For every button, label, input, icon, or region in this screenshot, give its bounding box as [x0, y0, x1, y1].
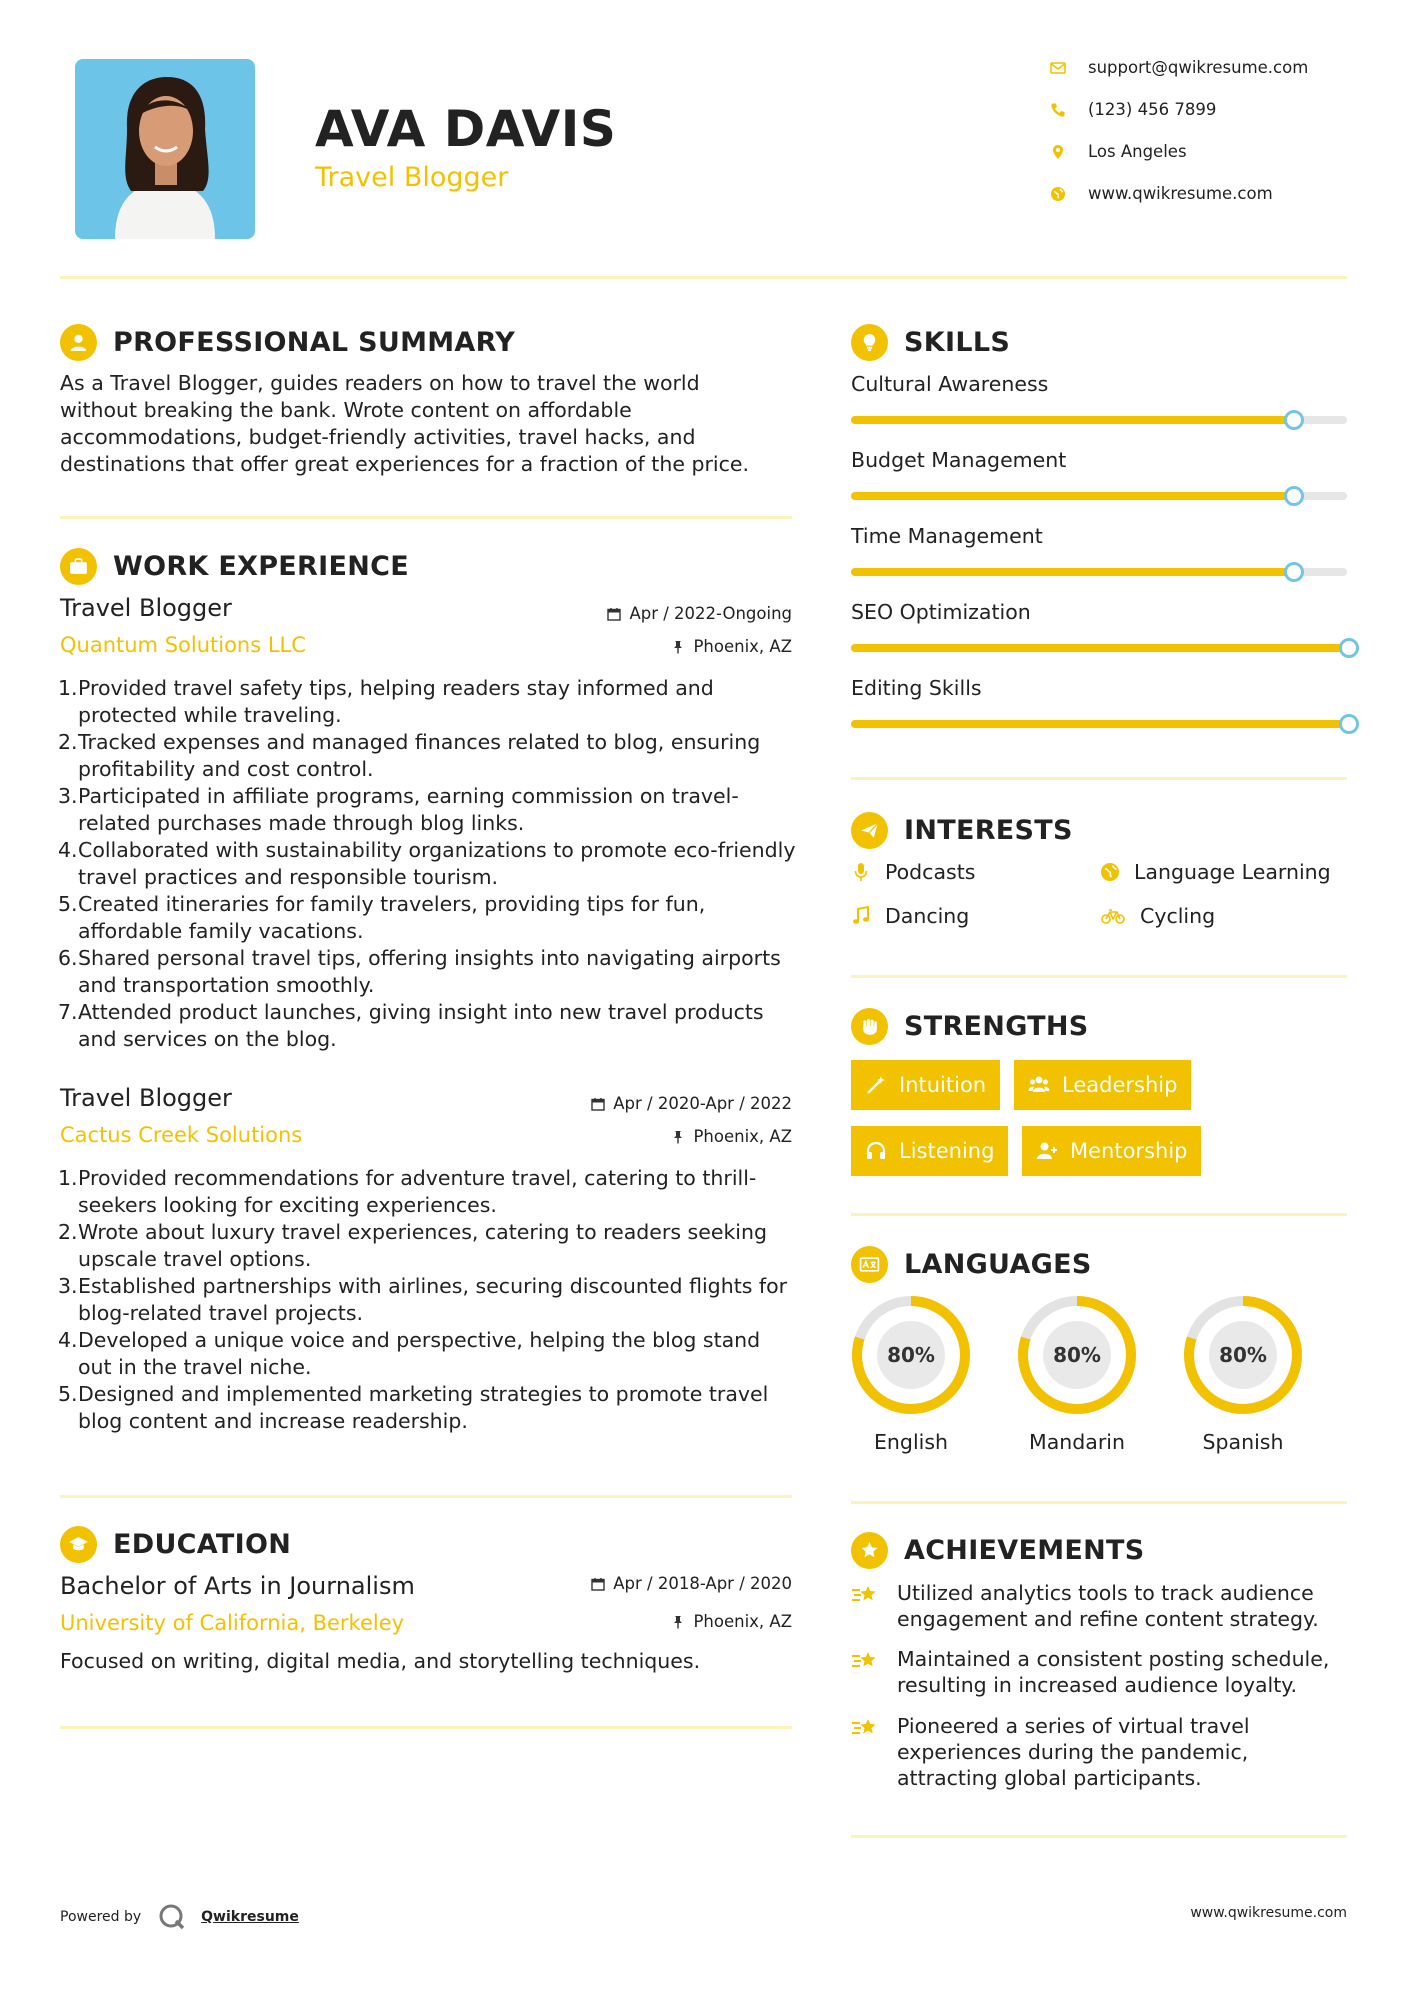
achievements-heading-text: ACHIEVEMENTS: [904, 1535, 1145, 1566]
interest-language-learning: [1100, 860, 1331, 884]
job-title: Travel Blogger: [60, 594, 232, 622]
strengths-divider: [851, 1213, 1347, 1216]
duty-item: 1. Provided recommendations for adventure travel, catering to thrill-seekers looking for exciting experiences.: [58, 1166, 757, 1217]
interest-label: Cycling: [1140, 904, 1216, 928]
skill-bar-fill: [851, 416, 1292, 424]
skill-name: Editing Skills: [851, 676, 982, 700]
pushpin-icon: [671, 1615, 685, 1629]
interest-dancing: [851, 904, 969, 928]
strength-label: Leadership: [1062, 1073, 1178, 1097]
experience-heading-text: WORK EXPERIENCE: [113, 551, 409, 582]
duty-item: 4. Developed a unique voice and perspective, helping the blog stand out in the travel niche.: [58, 1328, 761, 1379]
job-location: [400, 637, 792, 656]
skill-level-knob: [1284, 410, 1304, 430]
education-dates-text: Apr / 2018-Apr / 2020: [613, 1574, 792, 1593]
achievements-divider: [851, 1835, 1347, 1838]
achievement-item: [851, 1580, 1351, 1632]
graduation-cap-icon: [60, 1526, 97, 1563]
summary-divider: [60, 516, 792, 519]
education-description: Focused on writing, digital media, and storytelling techniques.: [60, 1649, 701, 1673]
skill-bar-fill: [851, 492, 1292, 500]
education-heading: [60, 1526, 291, 1563]
skills-heading-text: SKILLS: [904, 327, 1011, 358]
language-name: Mandarin: [1029, 1430, 1125, 1454]
music-note-icon: [851, 906, 871, 926]
skills-divider: [851, 777, 1347, 780]
summary-heading: [60, 324, 515, 361]
job-company: Cactus Creek Solutions: [60, 1123, 303, 1147]
calendar-icon: [591, 1097, 605, 1111]
education-heading-text: EDUCATION: [113, 1529, 292, 1560]
contact-website-text: www.qwikresume.com: [1088, 184, 1273, 203]
degree-title: Bachelor of Arts in Journalism: [60, 1572, 415, 1600]
footer-website[interactable]: www.qwikresume.com: [1190, 1905, 1347, 1921]
microphone-icon: [851, 862, 871, 882]
strength-chip-intuition: [851, 1060, 1000, 1110]
users-icon: [1028, 1074, 1050, 1096]
duty-item: 5. Designed and implemented marketing strategies to promote travel blog content and increase readership.: [58, 1382, 769, 1433]
strengths-heading: [851, 1008, 1089, 1045]
contact-phone-text: (123) 456 7899: [1088, 100, 1217, 119]
language-percent: 80%: [1219, 1343, 1267, 1367]
interest-label: Podcasts: [885, 860, 976, 884]
languages-heading-text: LANGUAGES: [904, 1249, 1092, 1280]
contact-email[interactable]: [1050, 58, 1308, 77]
summary-heading-text: PROFESSIONAL SUMMARY: [113, 327, 516, 358]
language-percent: 80%: [887, 1343, 935, 1367]
skill-bar-fill: [851, 720, 1347, 728]
interest-cycling: [1100, 904, 1215, 928]
strength-label: Listening: [899, 1139, 995, 1163]
languages-heading: [851, 1246, 1092, 1283]
qwikresume-link[interactable]: Qwikresume: [201, 1909, 299, 1925]
duty-item: 4. Collaborated with sustainability organizations to promote eco-friendly travel practices and responsible tourism.: [58, 838, 796, 889]
strengths-heading-text: STRENGTHS: [904, 1011, 1089, 1042]
profile-photo: [75, 59, 255, 239]
skill-bar-track: [851, 416, 1347, 424]
duty-item: 2. Tracked expenses and managed finances related to blog, ensuring profitability and cost control.: [58, 730, 761, 781]
languages-divider: [851, 1501, 1347, 1504]
job-title: Travel Blogger: [60, 1084, 232, 1112]
interest-label: Language Learning: [1134, 860, 1331, 884]
duty-item: 6. Shared personal travel tips, offering insights into navigating airports and transportation smoothly.: [58, 946, 781, 997]
achievements-heading: [851, 1532, 1145, 1569]
skill-bar-fill: [851, 644, 1347, 652]
phone-icon: [1050, 102, 1066, 118]
strength-chip-mentorship: [1022, 1126, 1201, 1176]
language-icon: [851, 1246, 888, 1283]
job-location: [400, 1127, 792, 1146]
skill-level-knob: [1284, 562, 1304, 582]
interest-label: Dancing: [885, 904, 970, 928]
job-duties: [60, 675, 800, 1053]
skill-bar-fill: [851, 568, 1292, 576]
star-badge-icon: [851, 1532, 888, 1569]
qwikresume-logo-icon: [157, 1902, 187, 1932]
language-name: English: [873, 1430, 949, 1454]
footer-powered-by: [60, 1902, 299, 1932]
summary-text: As a Travel Blogger, guides readers on how to travel the world without breaking the bank. Wrote content on affordable accommodations, budget-friendly activities, travel hacks, and destinations that offer great experiences for a fraction of the price.: [60, 371, 749, 476]
language-ring: [846, 1290, 976, 1420]
skill-name: Cultural Awareness: [851, 372, 1049, 396]
skill-bar-track: [851, 492, 1347, 500]
contact-website[interactable]: [1050, 184, 1273, 203]
duty-item: 5. Created itineraries for family travelers, providing tips for fun, affordable family vacations.: [58, 892, 706, 943]
job-dates: [400, 604, 792, 623]
job-location-text: Phoenix, AZ: [693, 637, 792, 656]
bicycle-icon: [1100, 906, 1126, 926]
strength-chip-listening: [851, 1126, 1008, 1176]
skill-bar-track: [851, 568, 1347, 576]
education-location: [400, 1612, 792, 1631]
shooting-star-icon: [851, 1715, 879, 1741]
header-divider: [60, 276, 1347, 279]
duty-item: 2. Wrote about luxury travel experiences, catering to readers seeking upscale travel options.: [58, 1220, 768, 1271]
contact-email-text: support@qwikresume.com: [1088, 58, 1309, 77]
job-dates: [400, 1094, 792, 1113]
candidate-name: AVA DAVIS: [315, 100, 617, 158]
skill-level-knob: [1339, 714, 1359, 734]
contact-location-text: Los Angeles: [1088, 142, 1187, 161]
school-name: University of California, Berkeley: [60, 1611, 405, 1635]
fist-icon: [851, 1008, 888, 1045]
magic-wand-icon: [865, 1074, 887, 1096]
skill-name: Budget Management: [851, 448, 1067, 472]
interests-heading-text: INTERESTS: [904, 815, 1073, 846]
calendar-icon: [607, 607, 621, 621]
strength-label: Mentorship: [1070, 1139, 1188, 1163]
job-dates-text: Apr / 2022-Ongoing: [629, 604, 792, 623]
globe-icon: [1050, 186, 1066, 202]
skill-level-knob: [1339, 638, 1359, 658]
education-dates: [400, 1574, 792, 1593]
skill-name: Time Management: [851, 524, 1043, 548]
education-location-text: Phoenix, AZ: [693, 1612, 792, 1631]
education-divider: [60, 1726, 792, 1729]
achievement-text: Maintained a consistent posting schedule, resulting in increased audience loyalty.: [897, 1647, 1330, 1697]
duty-item: 3. Participated in affiliate programs, earning commission on travel-related purchases made through blog links.: [58, 784, 739, 835]
strength-chip-leadership: [1014, 1060, 1191, 1110]
achievement-item: [851, 1713, 1291, 1791]
strength-label: Intuition: [899, 1073, 987, 1097]
briefcase-icon: [60, 548, 97, 585]
calendar-icon: [591, 1577, 605, 1591]
experience-divider: [60, 1495, 792, 1498]
language-name: Spanish: [1202, 1430, 1284, 1454]
shooting-star-icon: [851, 1582, 879, 1608]
job-location-text: Phoenix, AZ: [693, 1127, 792, 1146]
achievement-item: [851, 1646, 1351, 1698]
user-icon: [60, 324, 97, 361]
duty-item: 3. Established partnerships with airlines, securing discounted flights for blog-related travel projects.: [58, 1274, 788, 1325]
interest-podcasts: [851, 860, 975, 884]
skill-bar-track: [851, 720, 1347, 728]
powered-by-text: Powered by: [60, 1909, 142, 1925]
interests-heading: [851, 812, 1073, 849]
achievement-text: Pioneered a series of virtual travel experiences during the pandemic, attracting global participants.: [897, 1714, 1250, 1790]
language-ring: [1012, 1290, 1142, 1420]
job-company: Quantum Solutions LLC: [60, 633, 306, 657]
skill-level-knob: [1284, 486, 1304, 506]
globe-icon: [1100, 862, 1120, 882]
contact-phone[interactable]: [1050, 100, 1216, 119]
paper-plane-icon: [851, 812, 888, 849]
pushpin-icon: [671, 640, 685, 654]
achievement-text: Utilized analytics tools to track audience engagement and refine content strategy.: [897, 1581, 1319, 1631]
language-ring: [1178, 1290, 1308, 1420]
job-dates-text: Apr / 2020-Apr / 2022: [613, 1094, 792, 1113]
skills-heading: [851, 324, 1010, 361]
skill-name: SEO Optimization: [851, 600, 1031, 624]
lightbulb-icon: [851, 324, 888, 361]
experience-heading: [60, 548, 409, 585]
skill-bar-track: [851, 644, 1347, 652]
duty-item: 1. Provided travel safety tips, helping readers stay informed and protected while traveling.: [58, 676, 714, 727]
shooting-star-icon: [851, 1648, 879, 1674]
headphones-icon: [865, 1140, 887, 1162]
user-plus-icon: [1036, 1140, 1058, 1162]
pushpin-icon: [671, 1130, 685, 1144]
map-pin-icon: [1050, 144, 1066, 160]
interests-divider: [851, 975, 1347, 978]
contact-location: [1050, 142, 1187, 161]
candidate-title: Travel Blogger: [315, 162, 509, 193]
language-percent: 80%: [1053, 1343, 1101, 1367]
job-duties: [60, 1165, 800, 1435]
duty-item: 7. Attended product launches, giving insight into new travel products and services on the blog.: [58, 1000, 764, 1051]
envelope-icon: [1050, 60, 1066, 76]
